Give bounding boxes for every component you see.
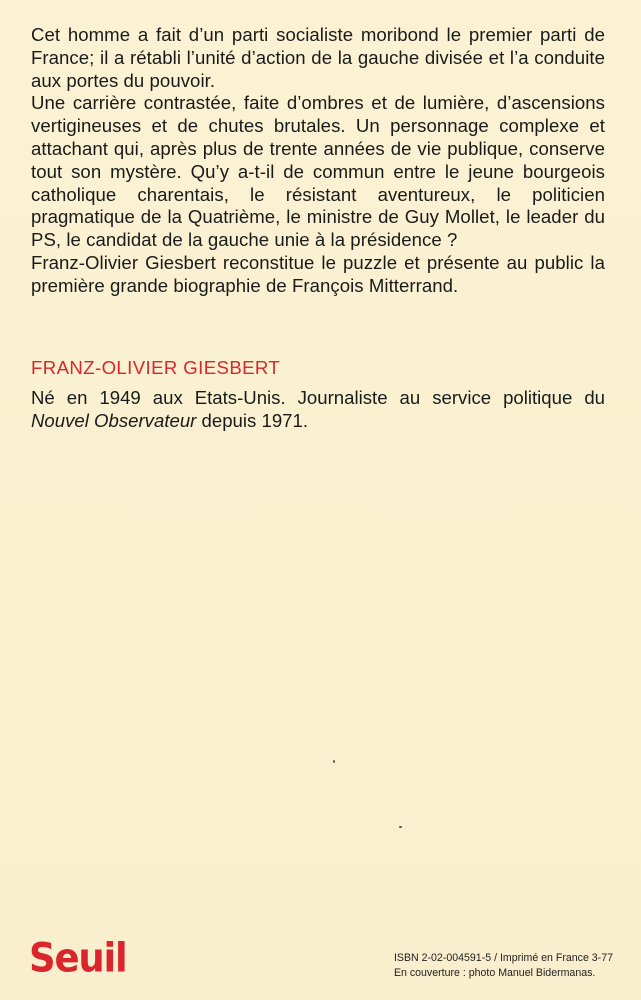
- blurb-paragraph-3: Franz-Olivier Giesbert reconstitue le puzzle et présente au public la première grande biographie de François Mitterrand.: [31, 251, 605, 296]
- author-bio: [31, 386, 605, 432]
- blurb-paragraph-1: Cet homme a fait d’un parti socialiste moribond le premier parti de France; il a rétabli l’unité d’action de la gauche divisée et l’a conduite aux portes du pouvoir.: [31, 24, 605, 91]
- publisher-logo: Seuil: [29, 935, 127, 982]
- blurb-text: [31, 24, 605, 298]
- author-bio-paragraph: [31, 386, 605, 432]
- isbn-line: ISBN 2-02-004591-5 / Imprimé en France 3-77: [393, 952, 613, 964]
- publication-title: Nouvel Observateur: [31, 410, 197, 431]
- print-speck: [333, 760, 335, 763]
- blurb-paragraph-2: Une carrière contrastée, faite d’ombres et de lumière, d’ascensions vertigineuses et de chutes brutales. Un personnage complexe et attachant qui, après plus de trente années de vie publique, conserve tout son mystère. Qu’y a-t-il de commun entre le jeune bourgeois catholique charentais, le résistant aventureux, le politicien pragmatique de la Quatrième, le ministre de Guy Mollet, le leader du PS, le candidat de la gauche unie à la présidence ?: [31, 92, 605, 251]
- author-bio-text-end: depuis 1971.: [196, 410, 309, 431]
- author-name-heading: FRANZ-OLIVIER GIESBERT: [31, 357, 281, 378]
- photo-credit-line: En couverture : photo Manuel Bidermanas.: [393, 967, 596, 979]
- colophon: [394, 951, 613, 981]
- print-speck: [399, 826, 402, 828]
- author-bio-text-start: Né en 1949 aux Etats-Unis. Journaliste au service politique du: [31, 387, 605, 408]
